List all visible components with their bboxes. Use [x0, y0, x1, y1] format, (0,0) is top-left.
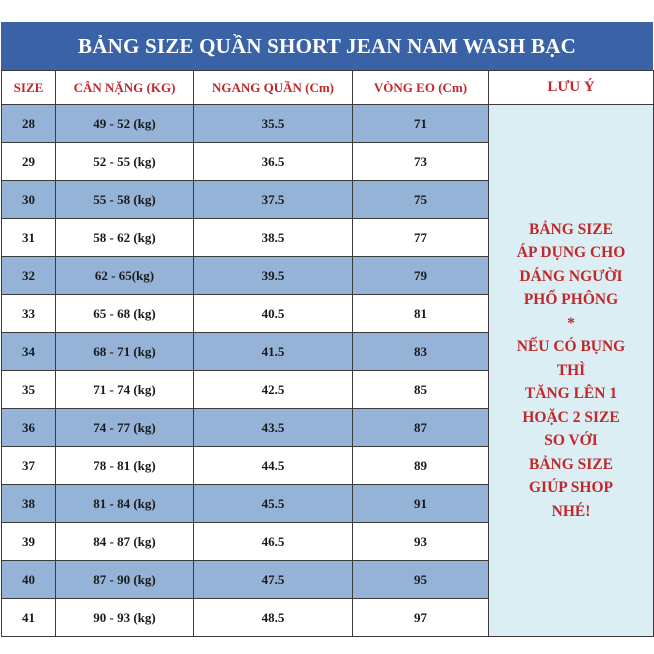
note-line: BẢNG SIZE [529, 455, 613, 473]
note-line: * [567, 314, 575, 332]
cell-size: 31 [2, 219, 56, 257]
cell-weight: 52 - 55 (kg) [56, 143, 194, 181]
cell-waist: 77 [353, 219, 489, 257]
cell-size: 30 [2, 181, 56, 219]
header-width: NGANG QUẦN (Cm) [194, 71, 353, 105]
chart-title: BẢNG SIZE QUẦN SHORT JEAN NAM WASH BẠC [1, 22, 653, 70]
note-line: THÌ [556, 361, 586, 379]
header-waist: VÒNG EO (Cm) [353, 71, 489, 105]
cell-size: 33 [2, 295, 56, 333]
cell-width: 35.5 [194, 105, 353, 143]
size-table [1, 70, 654, 637]
note-line: SO VỚI [544, 432, 598, 450]
size-chart [1, 22, 653, 638]
cell-size: 29 [2, 143, 56, 181]
cell-waist: 97 [353, 599, 489, 637]
cell-weight: 74 - 77 (kg) [56, 409, 194, 447]
cell-width: 43.5 [194, 409, 353, 447]
cell-width: 36.5 [194, 143, 353, 181]
cell-size: 35 [2, 371, 56, 409]
cell-size: 41 [2, 599, 56, 637]
note-line: TĂNG LÊN 1 [524, 385, 618, 403]
note-line: BẢNG SIZE [529, 220, 613, 238]
cell-width: 46.5 [194, 523, 353, 561]
cell-size: 39 [2, 523, 56, 561]
cell-size: 38 [2, 485, 56, 523]
cell-width: 45.5 [194, 485, 353, 523]
cell-width: 41.5 [194, 333, 353, 371]
cell-waist: 83 [353, 333, 489, 371]
note-cell [489, 105, 654, 637]
cell-waist: 73 [353, 143, 489, 181]
table-body [2, 105, 654, 637]
note-line: DÁNG NGƯỜI [519, 267, 623, 285]
cell-weight: 81 - 84 (kg) [56, 485, 194, 523]
note-line: PHỔ PHÔNG [523, 291, 619, 309]
note-line: ÁP DỤNG CHO [516, 244, 626, 262]
note-line: HOẶC 2 SIZE [522, 408, 620, 426]
note-line: GIÚP SHOP [529, 479, 613, 497]
header-row [2, 71, 654, 105]
cell-weight: 58 - 62 (kg) [56, 219, 194, 257]
cell-size: 36 [2, 409, 56, 447]
cell-size: 37 [2, 447, 56, 485]
cell-weight: 78 - 81 (kg) [56, 447, 194, 485]
cell-size: 28 [2, 105, 56, 143]
cell-weight: 62 - 65(kg) [56, 257, 194, 295]
cell-waist: 79 [353, 257, 489, 295]
cell-width: 39.5 [194, 257, 353, 295]
note-line: NHÉ! [551, 502, 591, 520]
cell-waist: 71 [353, 105, 489, 143]
cell-weight: 71 - 74 (kg) [56, 371, 194, 409]
cell-width: 48.5 [194, 599, 353, 637]
cell-waist: 85 [353, 371, 489, 409]
cell-weight: 68 - 71 (kg) [56, 333, 194, 371]
cell-size: 34 [2, 333, 56, 371]
cell-weight: 65 - 68 (kg) [56, 295, 194, 333]
cell-width: 38.5 [194, 219, 353, 257]
cell-width: 42.5 [194, 371, 353, 409]
note-line: NẾU CÓ BỤNG [516, 338, 626, 356]
header-size: SIZE [2, 71, 56, 105]
cell-size: 32 [2, 257, 56, 295]
cell-waist: 95 [353, 561, 489, 599]
cell-waist: 91 [353, 485, 489, 523]
cell-waist: 89 [353, 447, 489, 485]
header-note: LƯU Ý [489, 71, 654, 105]
header-weight: CÂN NẶNG (KG) [56, 71, 194, 105]
cell-width: 44.5 [194, 447, 353, 485]
cell-size: 40 [2, 561, 56, 599]
cell-waist: 81 [353, 295, 489, 333]
cell-weight: 55 - 58 (kg) [56, 181, 194, 219]
table-row [2, 105, 654, 143]
cell-weight: 49 - 52 (kg) [56, 105, 194, 143]
cell-waist: 75 [353, 181, 489, 219]
cell-waist: 93 [353, 523, 489, 561]
cell-waist: 87 [353, 409, 489, 447]
cell-width: 40.5 [194, 295, 353, 333]
cell-weight: 90 - 93 (kg) [56, 599, 194, 637]
cell-width: 47.5 [194, 561, 353, 599]
cell-weight: 87 - 90 (kg) [56, 561, 194, 599]
cell-width: 37.5 [194, 181, 353, 219]
cell-weight: 84 - 87 (kg) [56, 523, 194, 561]
